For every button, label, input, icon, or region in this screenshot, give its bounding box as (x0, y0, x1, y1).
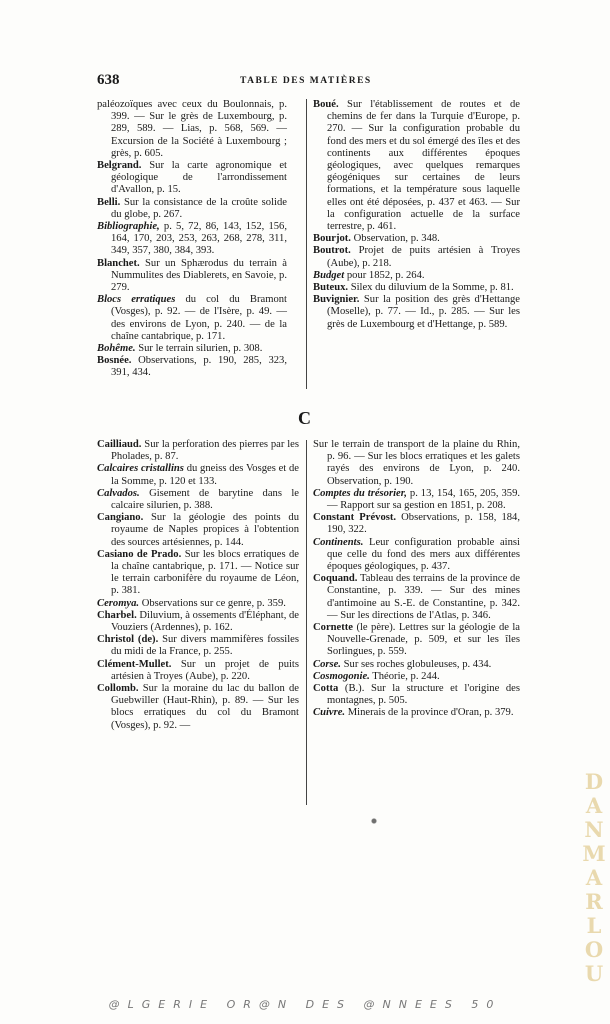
entry-text: pour 1852, p. 264. (346, 269, 425, 281)
index-entry (97, 683, 299, 732)
entry-text: Observations sur ce genre, p. 359. (141, 597, 286, 609)
entry-heading: Collomb. (97, 683, 139, 695)
entry-heading: Clément-Mullet. (97, 658, 172, 670)
index-entry (97, 355, 287, 379)
entry-text: Sur les blocs erratiques de la chaîne cantabrique, p. 171. — Notice sur le terrain carbonifère du royaume de Léon, p. 381. (111, 548, 299, 597)
watermark-letter: A (585, 793, 603, 818)
index-entry (313, 99, 520, 233)
entry-heading: Boué. (313, 99, 339, 110)
index-entry (97, 258, 287, 295)
entry-text: Sur le terrain silurien, p. 308. (138, 343, 263, 355)
watermark-letter: L (586, 913, 602, 938)
entry-text: Sur ses roches globuleuses, p. 434. (343, 658, 492, 670)
entry-text: Sur l'établissement de routes et de chemins de fer dans la Turquie d'Europe, p. 270. — Sur la configuration probable du fond des mers et du sol émergé des îles et des continents aux différentes époques géologiques, avec quelques remarques géogéniques sur certaines de leurs formations, et la température sous laquelle elles ont été déposées, p. 437 et 463. — Sur la configuration actuelle de la surface terrestre, p. 461. (327, 99, 520, 233)
index-entry (97, 99, 287, 160)
entry-heading: Belli. (97, 196, 121, 208)
entry-heading: Cuivre. (313, 707, 346, 719)
watermark-letter: U (584, 961, 604, 986)
index-entry (313, 537, 520, 574)
section-letter: C (298, 408, 311, 428)
entry-text: Sur la consistance de la croûte solide du globe, p. 267. (111, 196, 287, 220)
index-entry (97, 343, 287, 355)
entry-text: Sur la position des grès d'Hettange (Moselle), p. 77. — Id., p. 285. — Sur les grès de Luxembourg et d'Hettange, p. 589. (327, 294, 520, 330)
entry-text: Sur un Sphærodus du terrain à Nummulites des Diablerets, en Savoie, p. 279. (111, 257, 287, 294)
running-head: TABLE DES MATIÈRES (240, 76, 372, 86)
index-entry (97, 439, 299, 463)
index-entry (97, 197, 287, 221)
entry-heading: Cotta (313, 683, 339, 695)
entry-heading: Constant Prévost. (313, 512, 397, 524)
entry-heading: Cangiano. (97, 512, 144, 524)
entry-text: Tableau des terrains de la province de Constantine, p. 339. — Sur des mines d'antimoine au S.-E. de Constantine, p. 342. — Sur les directions de l'Atlas, p. 346. (327, 573, 521, 621)
index-column-d (313, 439, 520, 720)
index-entry (313, 282, 520, 294)
index-entry (313, 294, 520, 331)
index-entry (97, 512, 299, 549)
entry-text: p. 13, 154, 165, 205, 359. — Rapport sur sa gestion en 1851, p. 208. (327, 487, 521, 512)
index-entry (313, 233, 520, 245)
index-entry (97, 549, 299, 598)
entry-text: Sur la moraine du lac du ballon de Guebwiller (Haut-Rhin), p. 89. — Sur les blocs erratiques du col du Bramont (Vosges), p. 92. — (111, 683, 300, 731)
index-entry (313, 683, 520, 707)
ink-smudge (365, 814, 383, 828)
index-entry (313, 659, 520, 671)
entry-text: Sur la perforation des pierres par les Pholades, p. 87. (111, 439, 299, 463)
index-entry (97, 294, 287, 343)
watermark-letter: O (584, 937, 604, 962)
index-column-b (313, 99, 520, 331)
index-entry (97, 463, 299, 487)
entry-text: (le père). Lettres sur la géologie de la Nouvelle-Grenade, p. 509, et sur les îles Sorlingues, p. 559. (327, 622, 520, 658)
index-entry (97, 634, 299, 658)
entry-heading: Calcaires cristallins (97, 463, 184, 475)
entry-heading: Corse. (313, 658, 341, 670)
entry-text: Observation, p. 348. (353, 233, 440, 245)
entry-text: paléozoïques avec ceux du Boulonnais, p. 399. — Sur le grès de Luxembourg, p. 289, 589. — Lias, p. 568, 569. — Excursion de la Société à Luxembourg ; grès, p. 605. (97, 99, 287, 159)
entry-text: Leur configuration probable ainsi que celle du fond des mers aux différentes époques géologiques, p. 437. (327, 536, 520, 573)
watermark-letter: A (585, 865, 603, 890)
entry-text: Sur un projet de puits artésien à Troyes (Aube), p. 220. (111, 658, 299, 682)
entry-heading: Blocs erratiques (97, 294, 176, 306)
entry-heading: Christol (de). (97, 634, 159, 646)
entry-text: du col du Bramont (Vosges), p. 92. — de l'Isère, p. 49. — des environs de Lyon, p. 240. — de la chaîne cantabrique, p. 171. (111, 294, 287, 342)
entry-heading: Coquand. (313, 573, 358, 585)
index-column-a (97, 99, 287, 380)
entry-heading: Cosmogonie. (313, 670, 370, 682)
entry-heading: Blanchet. (97, 257, 140, 269)
entry-heading: Bohême. (97, 343, 136, 355)
watermark-letter: N (584, 817, 604, 842)
index-entry (97, 598, 299, 610)
index-entry (313, 671, 520, 683)
entry-heading: Continents. (313, 536, 364, 548)
entry-heading: Bosnée. (97, 355, 132, 367)
index-entry (97, 160, 287, 197)
entry-heading: Bibliographie, (97, 221, 160, 233)
column-rule (306, 99, 307, 389)
watermark-letter: M (582, 841, 606, 866)
entry-text: Sur la carte agronomique et géologique de l'arrondissement d'Avallon, p. 15. (111, 160, 287, 196)
entry-text: Projet de puits artésien à Troyes (Aube), p. 218. (327, 245, 520, 269)
entry-heading: Calvados. (97, 487, 140, 499)
entry-heading: Buteux. (313, 282, 349, 294)
entry-heading: Belgrand. (97, 160, 142, 172)
watermark-letter: R (585, 889, 603, 914)
index-column-c (97, 439, 299, 732)
watermark (582, 770, 606, 986)
entry-text: Sur divers mammifères fossiles du midi de la France, p. 255. (111, 634, 299, 658)
entry-heading: Comptes du trésorier, (313, 487, 407, 499)
entry-text: (B.). Sur la structure et l'origine des montagnes, p. 505. (327, 683, 520, 707)
entry-text: Sur le terrain de transport de la plaine du Rhin, p. 96. — Sur les blocs erratiques et les galets rayés des environs de Lyon, p. 240. Observation, p. 190. (313, 439, 520, 487)
index-entry (313, 245, 520, 269)
entry-text: Minerais de la province d'Oran, p. 379. (347, 707, 514, 719)
index-entry (313, 622, 520, 659)
index-entry (97, 488, 299, 512)
entry-heading: Bourjot. (313, 233, 351, 245)
entry-text: du gneiss des Vosges et de la Somme, p. 120 et 133. (111, 463, 299, 487)
footer-banner: @LGERIE OR@N DES @NNEES 50 (108, 998, 502, 1011)
index-entry (97, 221, 287, 258)
entry-text: Théorie, p. 244. (372, 670, 440, 682)
index-entry (313, 439, 520, 488)
index-entry (313, 270, 520, 282)
index-entry (313, 512, 520, 536)
entry-heading: Budget (313, 269, 345, 281)
entry-heading: Boutrot. (313, 245, 351, 257)
index-entry (97, 659, 299, 683)
entry-heading: Charbel. (97, 609, 137, 621)
page-number: 638 (97, 72, 120, 88)
index-entry (313, 488, 520, 512)
entry-text: Gisement de barytine dans le calcaire silurien, p. 388. (111, 487, 299, 512)
entry-text: Silex du diluvium de la Somme, p. 81. (350, 282, 514, 294)
entry-heading: Casiano de Prado. (97, 548, 182, 560)
entry-text: p. 5, 72, 86, 143, 152, 156, 164, 170, 203, 253, 263, 268, 278, 311, 349, 357, 380, 384, 393. (111, 221, 287, 257)
entry-heading: Cailliaud. (97, 439, 142, 450)
entry-heading: Buvignier. (313, 294, 360, 306)
index-entry (313, 707, 520, 719)
index-entry (97, 610, 299, 634)
entry-text: Observations, p. 158, 184, 190, 322. (327, 512, 520, 536)
index-entry (313, 573, 520, 622)
watermark-letter: D (584, 769, 604, 794)
entry-text: Sur la géologie des points du royaume de Naples propices à l'obtention des sources artésiennes, p. 144. (111, 512, 299, 548)
entry-heading: Cornette (313, 622, 354, 634)
column-rule (306, 440, 307, 805)
entry-text: Observations, p. 190, 285, 323, 391, 434. (111, 355, 287, 379)
entry-heading: Ceromya. (97, 597, 140, 609)
entry-text: Diluvium, à ossements d'Éléphant, de Vouziers (Ardennes), p. 162. (111, 609, 300, 634)
